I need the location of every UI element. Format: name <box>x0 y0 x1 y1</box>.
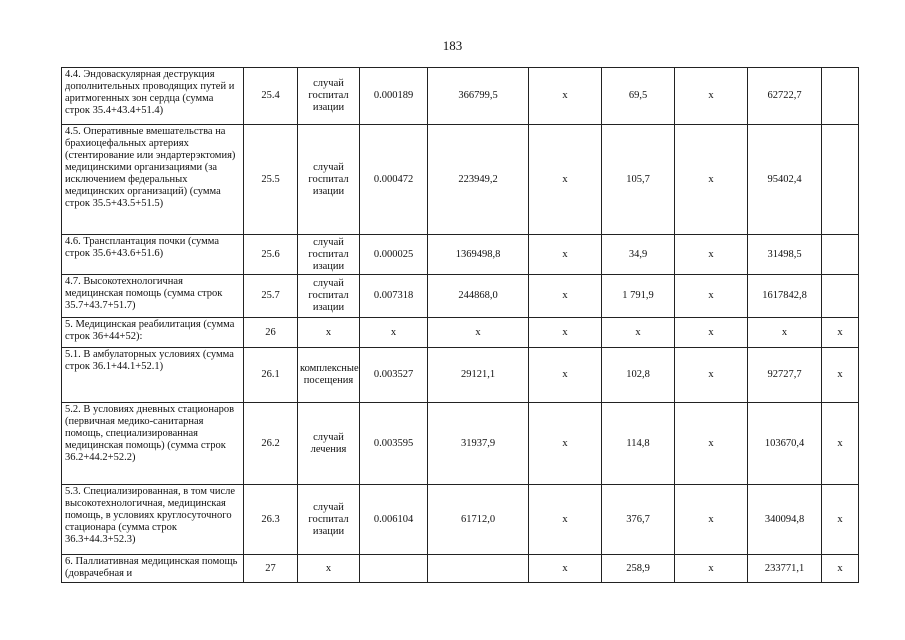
row-code: 25.6 <box>244 235 298 275</box>
row-unit: случай госпитал изации <box>298 275 360 318</box>
row-value: х <box>748 318 822 348</box>
row-value <box>822 275 859 318</box>
table-row <box>62 348 859 403</box>
row-code: 26.3 <box>244 485 298 555</box>
row-description: 5.1. В амбулаторных условиях (сумма строк 36.1+44.1+52.1) <box>62 348 244 403</box>
row-value: х <box>675 68 748 125</box>
row-unit: комплексные посещения <box>298 348 360 403</box>
table-row <box>62 275 859 318</box>
row-value: 376,7 <box>602 485 675 555</box>
row-value: 34,9 <box>602 235 675 275</box>
row-value: х <box>529 275 602 318</box>
row-value: 31498,5 <box>748 235 822 275</box>
row-value: 31937,9 <box>428 403 529 485</box>
row-unit: случай госпитал изации <box>298 68 360 125</box>
row-value: х <box>529 318 602 348</box>
row-unit: случай госпитал изации <box>298 235 360 275</box>
row-value: 0.000189 <box>360 68 428 125</box>
row-value: 366799,5 <box>428 68 529 125</box>
row-value: 61712,0 <box>428 485 529 555</box>
row-value: х <box>529 235 602 275</box>
row-value: х <box>529 68 602 125</box>
page-number: 183 <box>442 38 463 53</box>
row-value: х <box>529 348 602 403</box>
row-description: 4.6. Трансплантация почки (сумма строк 35.6+43.6+51.6) <box>62 235 244 275</box>
row-value: х <box>529 125 602 235</box>
table-row <box>62 403 859 485</box>
row-value: 0.000472 <box>360 125 428 235</box>
row-value: 0.000025 <box>360 235 428 275</box>
row-value: 1 791,9 <box>602 275 675 318</box>
row-value: 69,5 <box>602 68 675 125</box>
row-value: х <box>822 555 859 583</box>
row-value: 114,8 <box>602 403 675 485</box>
row-description: 4.5. Оперативные вмешательства на брахиоцефальных артериях (стентирование или эндартерэктомия) медицинскими организациями (за исключением федеральных медицинских организаций) (сумма строк 35.5+43.5+51.5) <box>62 125 244 235</box>
row-value: х <box>675 125 748 235</box>
row-unit: х <box>298 555 360 583</box>
row-value: 0.003595 <box>360 403 428 485</box>
table-row <box>62 68 859 125</box>
row-value: х <box>602 318 675 348</box>
row-value: 0.003527 <box>360 348 428 403</box>
row-value <box>428 555 529 583</box>
row-unit: случай лечения <box>298 403 360 485</box>
table-row <box>62 235 859 275</box>
row-value: х <box>529 555 602 583</box>
row-description: 6. Паллиативная медицинская помощь (доврачебная и <box>62 555 244 583</box>
row-code: 26.1 <box>244 348 298 403</box>
row-value: х <box>360 318 428 348</box>
row-description: 5. Медицинская реабилитация (сумма строк 36+44+52): <box>62 318 244 348</box>
row-value: 95402,4 <box>748 125 822 235</box>
row-value: 92727,7 <box>748 348 822 403</box>
row-code: 27 <box>244 555 298 583</box>
table-row <box>62 318 859 348</box>
table-row <box>62 485 859 555</box>
row-value: 0.006104 <box>360 485 428 555</box>
row-value: х <box>675 348 748 403</box>
table-row <box>62 125 859 235</box>
table-row <box>62 555 859 583</box>
row-value: 340094,8 <box>748 485 822 555</box>
row-value: 62722,7 <box>748 68 822 125</box>
row-code: 26 <box>244 318 298 348</box>
row-value: 258,9 <box>602 555 675 583</box>
row-value <box>360 555 428 583</box>
row-value: х <box>675 555 748 583</box>
row-value: 29121,1 <box>428 348 529 403</box>
row-unit: случай госпитал изации <box>298 125 360 235</box>
row-value: х <box>675 318 748 348</box>
row-code: 25.5 <box>244 125 298 235</box>
row-value: 102,8 <box>602 348 675 403</box>
row-description: 4.7. Высокотехнологичная медицинская помощь (сумма строк 35.7+43.7+51.7) <box>62 275 244 318</box>
row-description: 4.4. Эндоваскулярная деструкция дополнительных проводящих путей и аритмогенных зон сердца (сумма строк 35.4+43.4+51.4) <box>62 68 244 125</box>
row-value: 1369498,8 <box>428 235 529 275</box>
row-value: х <box>675 275 748 318</box>
row-code: 26.2 <box>244 403 298 485</box>
row-value: х <box>529 403 602 485</box>
row-unit: случай госпитал изации <box>298 485 360 555</box>
row-value: 0.007318 <box>360 275 428 318</box>
row-value: 105,7 <box>602 125 675 235</box>
row-description: 5.2. В условиях дневных стационаров (первичная медико-санитарная помощь, специализированная медицинская помощь) (сумма строк 36.2+44.2+52.2) <box>62 403 244 485</box>
row-value <box>822 235 859 275</box>
row-description: 5.3. Специализированная, в том числе высокотехнологичная, медицинская помощь, в условиях круглосуточного стационара (сумма строк 36.3+44.3+52.3) <box>62 485 244 555</box>
row-value: 223949,2 <box>428 125 529 235</box>
row-value <box>822 68 859 125</box>
row-value: х <box>675 403 748 485</box>
row-value: х <box>822 485 859 555</box>
row-value: 244868,0 <box>428 275 529 318</box>
row-value: х <box>529 485 602 555</box>
row-code: 25.7 <box>244 275 298 318</box>
data-table <box>61 67 859 583</box>
row-value: х <box>675 235 748 275</box>
row-value <box>822 125 859 235</box>
row-code: 25.4 <box>244 68 298 125</box>
row-value: х <box>675 485 748 555</box>
row-value: х <box>822 403 859 485</box>
row-value: х <box>428 318 529 348</box>
row-value: х <box>822 348 859 403</box>
row-value: 1617842,8 <box>748 275 822 318</box>
row-unit: х <box>298 318 360 348</box>
row-value: 103670,4 <box>748 403 822 485</box>
row-value: 233771,1 <box>748 555 822 583</box>
row-value: х <box>822 318 859 348</box>
